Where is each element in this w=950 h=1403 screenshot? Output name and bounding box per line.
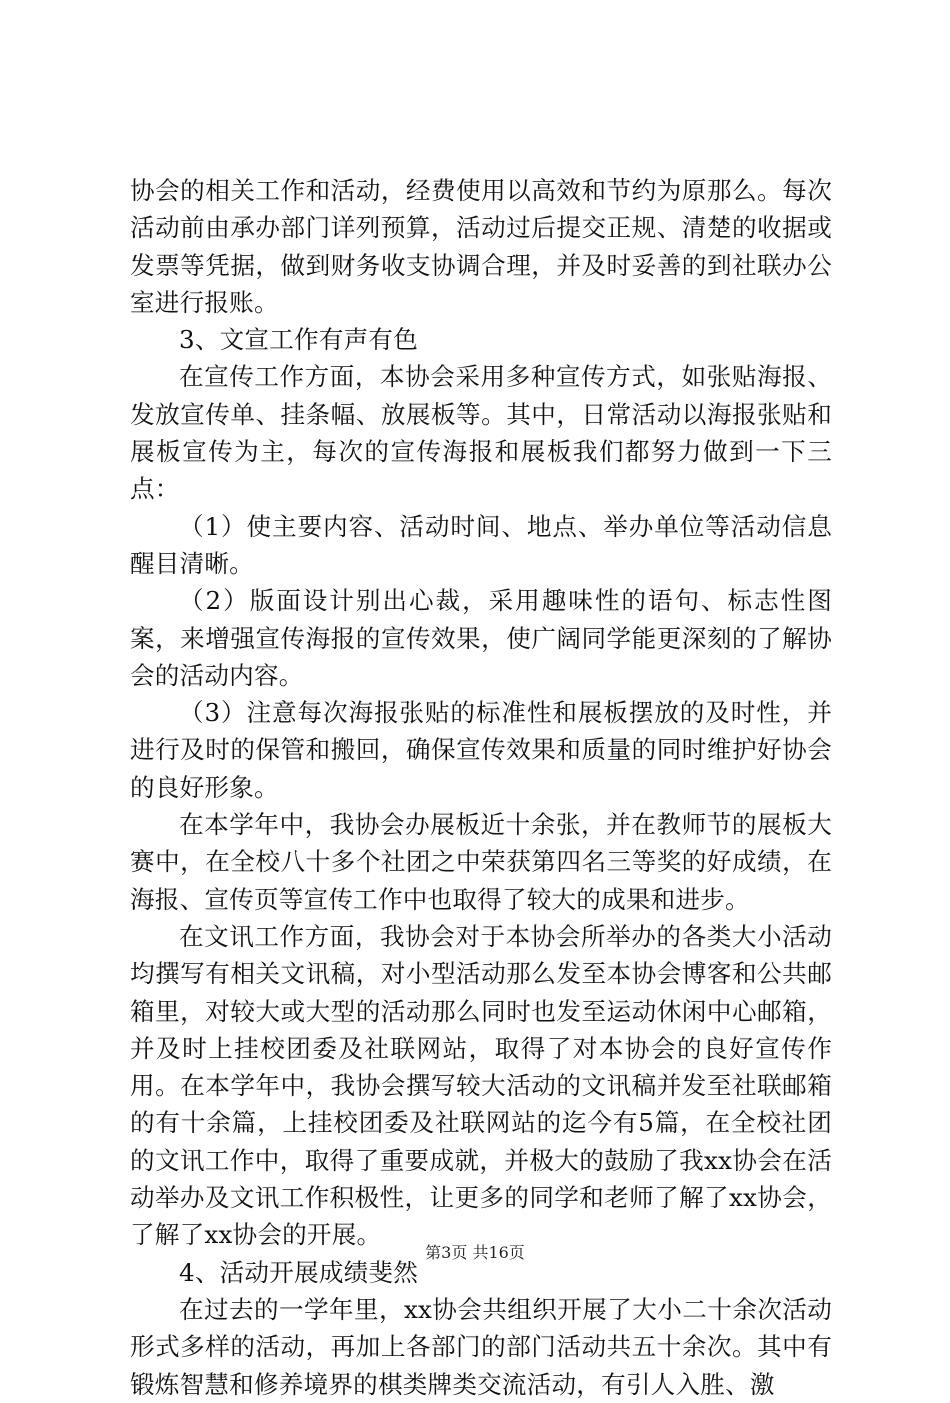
heading-publicity-work: 3、文宣工作有声有色: [179, 325, 418, 355]
paragraph-activities-overview: 在过去的一学年里，xx协会共组织开展了大小二十余次活动形式多样的活动，再加上各部门的部门活动共五十余次。其中有锻炼智慧和修养境界的棋类牌类交流活动，有引人入胜、激: [130, 1294, 832, 1399]
paragraph-display-board-results: 在本学年中，我协会办展板近十余张，并在教师节的展板大赛中，在全校八十多个社团之中荣获第四名三等奖的好成绩，在海报、宣传页等宣传工作中也取得了较大的成果和进步。: [130, 810, 832, 914]
paragraph-finance-continued: 协会的相关工作和活动，经费使用以高效和节约为原那么。每次活动前由承办部门详列预算，活动过后提交正规、清楚的收据或发票等凭据，做到财务收支协调合理，并及时妥善的到社联办公室进行报账。: [130, 176, 832, 317]
list-item-point-3: （3）注意每次海报张贴的标准性和展板摆放的及时性，并进行及时的保管和搬回，确保宣传效果和质量的同时维护好协会的良好形象。: [130, 698, 832, 802]
page-number: 第3页 共16页: [425, 1243, 525, 1262]
paragraph-news-work: 在文讯工作方面，我协会对于本协会所举办的各类大小活动均撰写有相关文讯稿，对小型活动那么发至本协会博客和公共邮箱里，对较大或大型的活动那么同时也发至运动休闲中心邮箱，并及时上挂校团委及社联网站，取得了对本协会的良好宣传作用。在本学年中，我协会撰写较大活动的文讯稿并发至社联邮箱的有十余篇，上挂校团委及社联网站的迄今有5篇，在全校社团的文讯工作中，取得了重要成就，并极大的鼓励了我xx协会在活动举办及文讯工作积极性，让更多的同学和老师了解了xx协会，了解了xx协会的开展。: [130, 921, 832, 1250]
heading-activity-results: 4、活动开展成绩斐然: [179, 1257, 418, 1287]
document-body: [130, 172, 832, 1403]
list-item-point-1: （1）使主要内容、活动时间、地点、举办单位等活动信息醒目清晰。: [130, 511, 832, 578]
paragraph-publicity-methods: 在宣传工作方面，本协会采用多种宣传方式，如张贴海报、发放宣传单、挂条幅、放展板等。其中，日常活动以海报张贴和展板宣传为主，每次的宣传海报和展板我们都努力做到一下三点：: [130, 362, 832, 504]
page-footer: [0, 1243, 950, 1263]
list-item-point-2: （2）版面设计别出心裁，采用趣味性的语句、标志性图案，来增强宣传海报的宣传效果，使广阔同学能更深刻的了解协会的活动内容。: [130, 586, 832, 690]
